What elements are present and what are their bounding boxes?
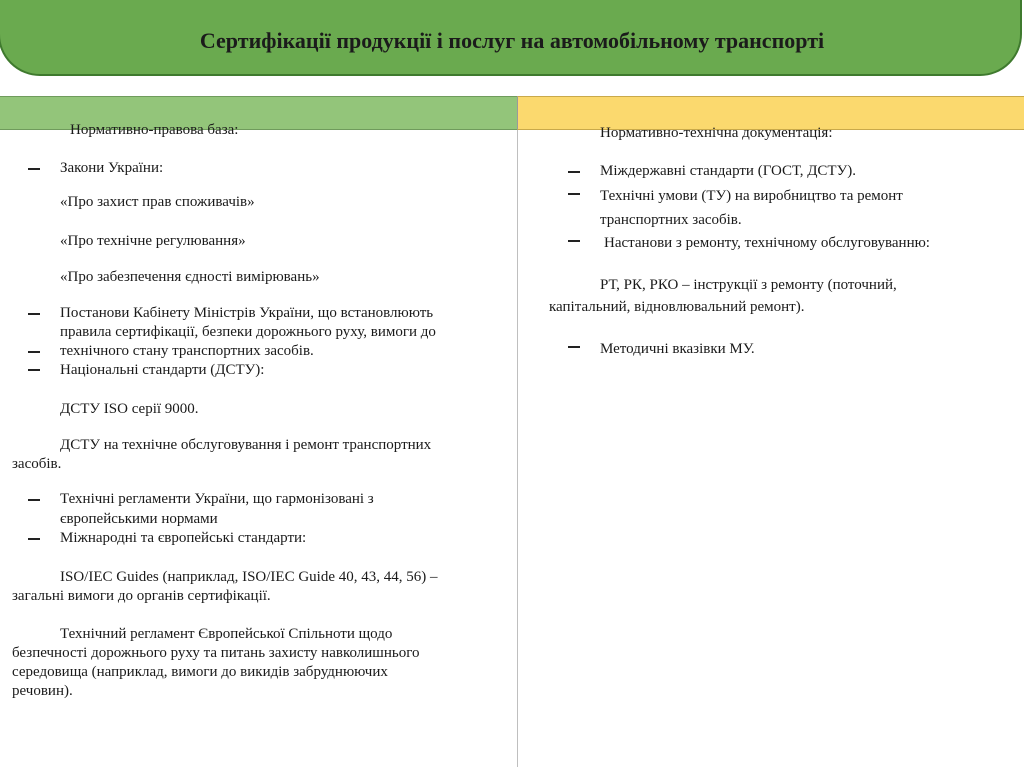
eu-regulation-line-1: Технічний регламент Європейської Спільноти щодо	[60, 626, 393, 642]
instructions-line-2: капітальний, відновлювальний ремонт).	[549, 299, 805, 315]
bullet-dash	[568, 171, 580, 173]
specs-line-2: транспортних засобів.	[600, 212, 742, 228]
iso-guides-line-1: ISO/IEC Guides (наприклад, ISO/IEC Guide 40, 43, 44, 56) –	[60, 569, 438, 585]
repair-manuals: Настанови з ремонту, технічному обслуговуванню:	[604, 235, 930, 251]
iso-guides-line-2: загальні вимоги до органів сертифікації.	[12, 588, 271, 604]
bullet-dash	[28, 168, 40, 170]
page-title: Сертифікації продукції і послуг на автомобільному транспорті	[199, 28, 825, 53]
resolutions-line-3: технічного стану транспортних засобів.	[60, 343, 314, 359]
resolutions-line-1: Постанови Кабінету Міністрів України, що встановлюють	[60, 305, 434, 321]
specs-line-1: Технічні умови (ТУ) на виробництво та ремонт	[600, 188, 903, 204]
bullet-dash	[568, 346, 580, 348]
methodical-guidelines: Методичні вказівки МУ.	[600, 341, 755, 357]
tech-regs-line-1: Технічні регламенти України, що гармонізовані з	[60, 491, 374, 507]
bullet-dash	[28, 538, 40, 540]
eu-regulation-line-3: середовища (наприклад, вимоги до викидів забруднюючих	[12, 664, 388, 680]
bullet-dash	[568, 193, 580, 195]
dstu-service-line-2: засобів.	[12, 456, 62, 472]
international-standards-label: Міжнародні та європейські стандарти:	[60, 530, 307, 546]
technical-docs-heading: Нормативно-технічна документація:	[600, 125, 833, 141]
instructions-line-1: РТ, РК, РКО – інструкції з ремонту (поточний,	[600, 277, 897, 293]
law-consumer-protection: «Про захист прав споживачів»	[60, 194, 255, 210]
bullet-dash	[568, 240, 580, 242]
law-measurement-uniformity: «Про забезпечення єдності вимірювань»	[60, 269, 320, 285]
bullet-dash	[28, 369, 40, 371]
laws-label: Закони України:	[60, 160, 164, 176]
interstate-standards: Міждержавні стандарти (ГОСТ, ДСТУ).	[600, 163, 856, 179]
eu-regulation-line-4: речовин).	[12, 683, 73, 699]
resolutions-line-2: правила сертифікації, безпеки дорожнього руху, вимоги до	[60, 324, 436, 340]
bullet-dash	[28, 313, 40, 315]
tech-regs-line-2: європейськими нормами	[60, 511, 218, 527]
national-standards-label: Національні стандарти (ДСТУ):	[60, 362, 265, 378]
eu-regulation-line-2: безпечності дорожнього руху та питань захисту навколишнього	[12, 645, 420, 661]
legal-basis-heading: Нормативно-правова база:	[70, 122, 239, 138]
column-divider	[517, 130, 518, 767]
bullet-dash	[28, 499, 40, 501]
dstu-iso-9000: ДСТУ ISO серії 9000.	[60, 401, 199, 417]
bullet-dash	[28, 351, 40, 353]
law-technical-regulation: «Про технічне регулювання»	[60, 233, 246, 249]
dstu-service-line-1: ДСТУ на технічне обслуговування і ремонт транспортних	[60, 437, 432, 453]
